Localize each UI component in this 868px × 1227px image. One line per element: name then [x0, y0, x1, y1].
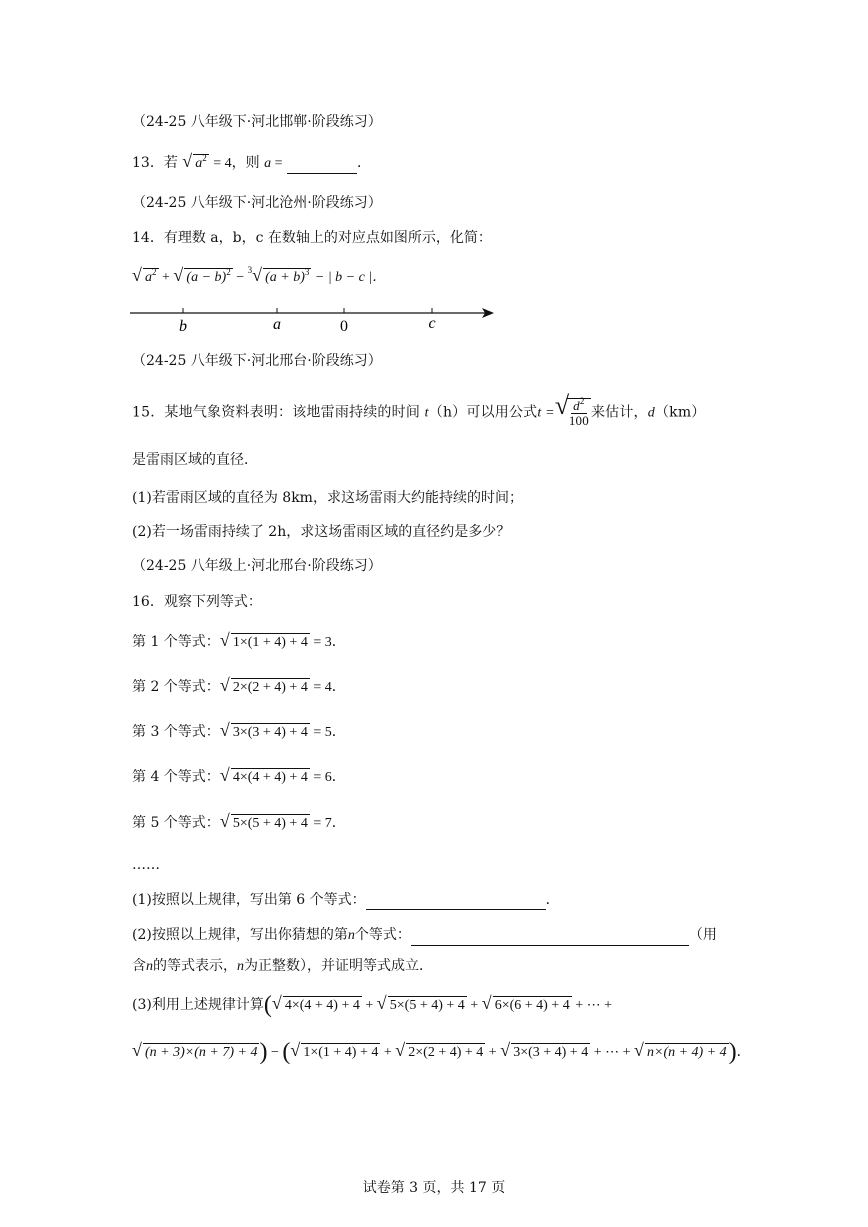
- label-0: 0: [340, 318, 348, 335]
- page-footer: 试卷第 3 页，共 17 页: [362, 1180, 506, 1196]
- q15-source: （24-25 八年级下·河北邢台·阶段练习）: [132, 353, 382, 369]
- label-a: a: [273, 316, 281, 333]
- q16-part3-line1: (3)利用上述规律计算( √ 4×(4 + 4) + 4 + √ 5×(5 + 4) + 4 + √ 6×(6 + 4) + 4 + ⋯ +: [132, 992, 612, 1018]
- q14-number-line: [130, 300, 500, 336]
- q13-number: 13．若: [132, 155, 178, 171]
- q15-part2: (2)若一场雷雨持续了 2h，求这场雷雨区域的直径约是多少？: [132, 524, 511, 540]
- q16-equation-2: 第 2 个等式： √ 2×(2 + 4) + 4 = 4．: [132, 675, 346, 695]
- label-b: b: [179, 318, 187, 335]
- q13-stem: 13．若 √ $a^2 = 4$，则 a = ．: [132, 153, 371, 174]
- q15-part1: (1)若雷雨区域的直径为 8km，求这场雷雨大约能持续的时间；: [132, 490, 523, 506]
- q15-line2: 是雷雨区域的直径．: [132, 452, 258, 468]
- q16-equation-4: 第 4 个等式： √ 4×(4 + 4) + 4 = 6．: [132, 765, 346, 785]
- q16-equation-3: 第 3 个等式： √ 3×(3 + 4) + 4 = 5．: [132, 720, 346, 740]
- q13-source: （24-25 八年级下·河北邯郸·阶段练习）: [132, 114, 382, 130]
- q16-part1-blank[interactable]: [366, 895, 546, 910]
- q14-source: （24-25 八年级下·河北沧州·阶段练习）: [132, 195, 382, 211]
- q16-equation-1: 第 1 个等式： √ 1×(1 + 4) + 4 = 3．: [132, 630, 346, 650]
- q16-ellipsis: ……: [132, 857, 160, 873]
- label-c: c: [428, 315, 436, 332]
- q16-part2-blank[interactable]: [411, 931, 689, 946]
- q14-expression: √ $a^2$ + √ $(a - b)^2 - ^3$ √ $(a + b)^3$ − | b − c |．: [132, 265, 387, 285]
- q14-stem: 14．有理数 a，b，c 在数轴上的对应点如图所示，化简：: [132, 230, 492, 246]
- q15-stem: 15．某地气象资料表明：该地雷雨持续的时间 t（h）可以用公式t = √ $\frac{d^2}{100}$ 来估计，d（km）: [132, 391, 706, 428]
- q16-part2-line2: 含n的等式表示，n为正整数），并证明等式成立．: [132, 958, 433, 974]
- q16-source: （24-25 八年级上·河北邢台·阶段练习）: [132, 558, 382, 574]
- q16-stem: 16．观察下列等式：: [132, 594, 262, 610]
- q16-part2: (2)按照以上规律，写出你猜想的第n个等式： （用: [132, 925, 717, 946]
- q13-radical: √ $a^2$: [182, 151, 207, 171]
- q16-equation-5: 第 5 个等式： √ 5×(5 + 4) + 4 = 7．: [132, 811, 346, 831]
- q16-part1: (1)按照以上规律，写出第 6 个等式： ．: [132, 892, 560, 908]
- q16-part3-line2: √ (n + 3)×(n + 7) + 4) − ( √ 1×(1 + 4) + 4 + √ 2×(2 + 4) + 4 + √ 3×(3 + 4) + 4 + ⋯ + √ n×(n + 4) + 4)．: [132, 1039, 751, 1065]
- q13-answer-blank[interactable]: [287, 159, 357, 174]
